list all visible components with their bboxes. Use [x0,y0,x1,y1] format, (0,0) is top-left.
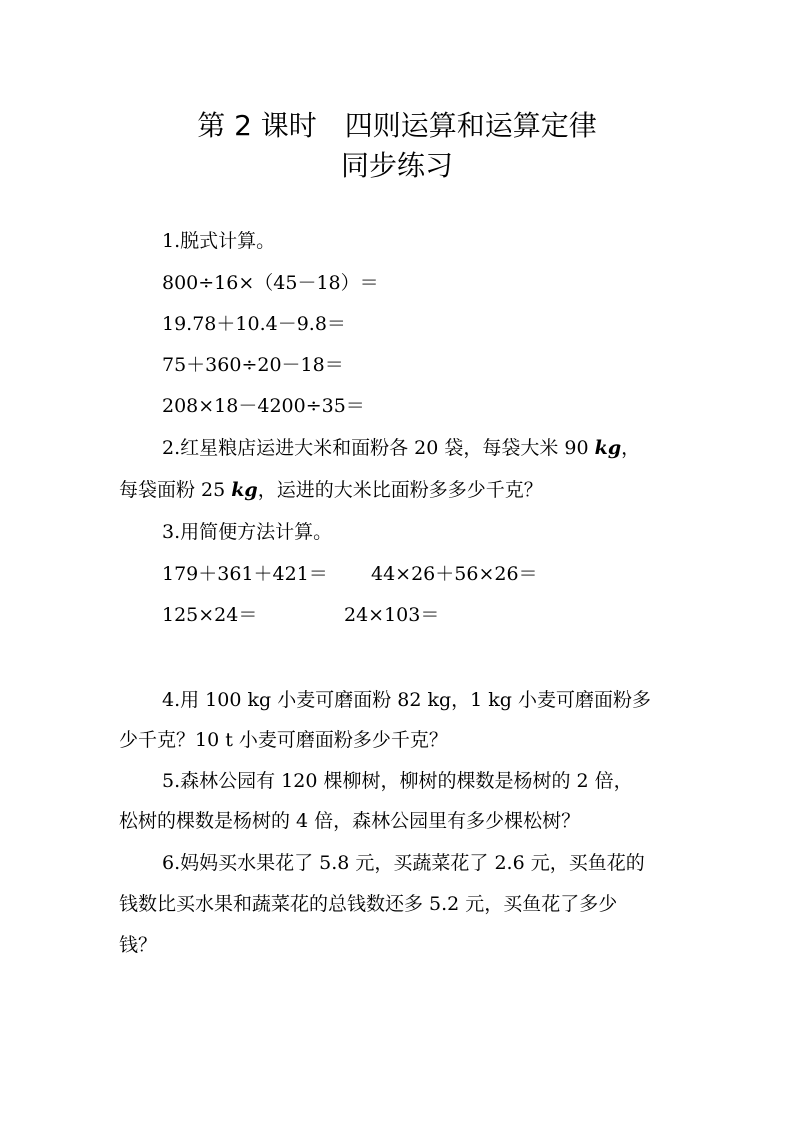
question-2-line-2 [119,475,543,505]
question-6-line-1: 6.妈妈买水果花了 5.8 元，买蔬菜花了 2.6 元，买鱼花的 [162,852,645,874]
question-6-line-2: 钱数比买水果和蔬菜花的总钱数还多 5.2 元，买鱼花了多少 [119,893,618,915]
q2-text-c: 每袋面粉 25 [119,479,232,501]
q1-expression-1: 800÷16×（45－18）＝ [162,272,379,294]
q2-unit-1: kg [594,437,622,459]
question-5-line-1: 5.森林公园有 120 棵柳树，柳树的棵数是杨树的 2 倍， [162,770,633,792]
question-4-line-2: 少千克？10 t 小麦可磨面粉多少千克？ [119,729,448,751]
q2-text-a: 2.红星粮店运进大米和面粉各 20 袋，每袋大米 90 [162,437,595,459]
q2-text-d: ，运进的大米比面粉多多少千克？ [257,479,543,501]
question-4-line-1: 4.用 100 kg 小麦可磨面粉 82 kg，1 kg 小麦可磨面粉多 [162,689,651,711]
q2-unit-2: kg [231,479,258,501]
question-2-line-1 [162,433,640,463]
question-5-line-2: 松树的棵数是杨树的 4 倍，森林公园里有多少棵松树？ [119,810,581,832]
question-3-prompt: 3.用简便方法计算。 [162,521,333,543]
q1-expression-4: 208×18－4200÷35＝ [162,395,365,417]
q3-expression-3: 125×24＝ [162,604,258,626]
question-6-line-3: 钱？ [119,934,158,956]
worksheet-subtitle: 同步练习 [340,149,453,182]
lesson-title: 第 2 课时 四则运算和运算定律 [197,109,597,142]
q1-expression-2: 19.78＋10.4－9.8＝ [162,313,346,335]
q3-expression-4: 24×103＝ [344,604,440,626]
q1-expression-3: 75＋360÷20－18＝ [162,354,344,376]
q2-text-b: ， [621,437,641,459]
question-1-prompt: 1.脱式计算。 [162,230,276,252]
q3-expression-1: 179＋361＋421＝ [162,563,328,585]
q3-expression-2: 44×26＋56×26＝ [371,563,538,585]
